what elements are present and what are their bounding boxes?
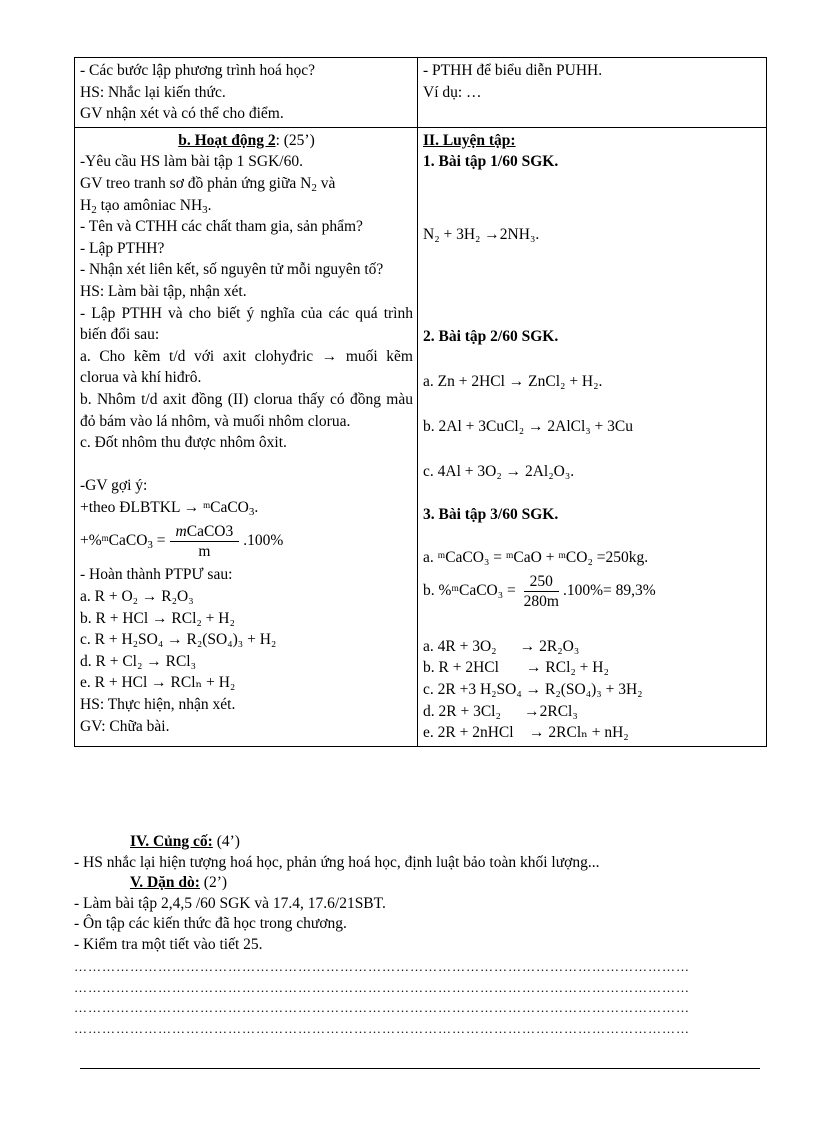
equation-line: d. R + Cl₂ → RCl₃ [80,652,197,670]
text-fragment: tạo amôniac NH [96,196,203,214]
text-line: GV treo tranh sơ đồ phản ứng giữa $N_2$ và [80,174,336,194]
spacer [423,173,762,195]
text-line: HS: Làm bài tập, nhận xét. [80,282,247,300]
fraction [170,522,240,561]
activity-heading [80,130,413,152]
equation-line: e. R + HCl → RClₙ + H₂ [80,674,236,692]
exercise-3b [423,568,762,614]
dotted-line: …………………………………………………………………………………………………………………… [74,979,690,995]
dotted-line: …………………………………………………………………………………………………………………… [74,959,690,974]
spacer [423,614,762,636]
equation-line: c. R + H₂SO₄ → R₂(SO₄)₃ + H₂ [80,631,277,649]
spacer [423,303,762,325]
text-line: - Hoàn thành PTPƯ sau: [80,566,233,584]
text-line: +theo ĐLBTKL → $^m$CaCO$_3$. [80,498,259,518]
dotted-line: …………………………………………………………………………………………………………………… [74,1020,690,1036]
activity-title: b. Hoạt động 2 [178,131,276,149]
equation-line: c. 2R +3 H₂SO₄ → R₂(SO₄)₃ + 3H₂ [423,681,643,699]
text-line: Ví dụ: … [423,83,482,101]
text-fragment: CaCO [108,532,148,550]
equation-line: b. R + 2HCl → RCl₂ + H₂ [423,659,609,677]
text-line: b. Nhôm t/d axit đồng (II) clorua thấy có đồng màu đỏ bám vào lá nhôm, và muối nhôm clorua. [80,390,413,430]
activity-cell [75,127,418,746]
fraction-denominator: 280m [523,593,559,611]
equation-line: a. 4R + 3O₂ → 2R₂O₃ [423,637,580,655]
text-fragment: CaCO [210,498,249,516]
consolidation-text: - HS nhắc lại hiện tượng hoá học, phản ứng hoá học, định luật bảo toàn khối lượng... [74,853,600,871]
text-fragment: H [80,196,92,214]
text-line: a. Cho kẽm t/d với axit clohyđric → muối kẽm clorua và khí hiđrô. [80,347,413,387]
text-fragment: b. %ᵐCaCO₃ = [423,582,520,600]
practice-title: II. Luyện tập: [423,131,516,149]
text-line: - PTHH để biểu diễn PUHH. [423,62,603,79]
fraction [524,572,559,611]
homework-item: - Ôn tập các kiến thức đã học trong chương. [74,915,347,932]
equation-line: a. R + O₂ → R₂O₃ [80,588,194,606]
table-row-activity [75,127,767,746]
text-line: $H_2$ tạo amôniac $NH_3$. [80,196,212,216]
text-fragment: .100% [243,532,284,550]
homework-heading [74,873,766,894]
homework-time: (2’) [199,874,228,891]
consolidation-heading [74,832,766,853]
review-left-cell [75,58,418,128]
equation-line: d. 2R + 3Cl₂ →2RCl₃ [423,702,578,720]
closing-section [74,832,766,1037]
review-right-cell [418,58,767,128]
spacer [423,348,762,370]
exercise-1-equation: N₂ + 3H₂ →2NH₃. [423,226,540,244]
text-line: - Tên và CTHH các chất tham gia, sản phẩm? [80,218,363,236]
fraction-denominator: m [198,543,211,561]
exercise-3a: a. ᵐCaCO₃ = ᵐCaO + ᵐCO₂ =250kg. [423,548,649,566]
exercise-3-title: 3. Bài tập 3/60 SGK. [423,506,559,524]
text-line: -GV gợi ý: [80,477,148,495]
activity-time: : (25’) [275,131,315,149]
text-fragment: GV treo tranh sơ đồ phản ứng giữa N [80,174,312,192]
homework-item: - Kiểm tra một tiết vào tiết 25. [74,935,263,953]
text-fragment: +theo ĐLBTKL → [80,498,204,516]
text-line: - Nhận xét liên kết, số nguyên tử mỗi nguyên tố? [80,261,384,279]
text-line: HS: Thực hiện, nhận xét. [80,696,236,714]
text-fragment: . [207,196,212,214]
dotted-line: …………………………………………………………………………………………………………………… [74,1000,690,1015]
practice-cell [418,127,767,746]
spacer [423,259,762,281]
text-line: HS: Nhắc lại kiến thức. [80,83,226,101]
homework-title: V. Dặn dò: [130,874,200,891]
text-line: -Yêu cầu HS làm bài tập 1 SGK/60. [80,153,303,171]
text-line: - Lập PTHH và cho biết ý nghĩa của các quá trình biến đổi sau: [80,304,413,344]
text-fragment: CaCO3 [186,523,234,541]
consolidation-time: (4’) [212,833,240,850]
text-fragment: .100%= 89,3% [562,582,656,600]
fraction-numerator: mCaCO3 [170,522,240,542]
spacer [80,454,413,476]
exercise-2-title: 2. Bài tập 2/60 SGK. [423,328,559,346]
text-line: GV: Chữa bài. [80,717,170,735]
consolidation-title: IV. Củng cố: [130,833,213,850]
percent-formula: +%$^m$CaCO$_3$ = $\frac{\text{mCaCO3}}{m}$ .100% [80,523,284,561]
bottom-rule [80,1068,760,1069]
equation-line: b. R + HCl → RCl₂ + H₂ [80,609,235,627]
fraction-numerator: 250 [524,572,559,592]
lesson-table [74,57,767,747]
text-line: c. Đốt nhôm thu được nhôm ôxit. [80,434,287,452]
text-line: GV nhận xét và có thể cho điểm. [80,105,284,123]
exercise-2b: b. 2Al + 3CuCl₂ → 2AlCl₃ + 3Cu [423,417,634,435]
exercise-1-title: 1. Bài tập 1/60 SGK. [423,153,559,171]
homework-item: - Làm bài tập 2,4,5 /60 SGK và 17.4, 17.6/21SBT. [74,894,386,912]
text-line: - Các bước lập phương trình hoá học? [80,62,316,79]
spacer [423,195,762,217]
exercise-2c: c. 4Al + 3O₂ → 2Al₂O₃. [423,462,575,480]
text-fragment: và [316,174,336,192]
spacer [423,281,762,303]
equation-line: e. 2R + 2nHCl → 2RClₙ + nH₂ [423,724,629,742]
text-line: - Lập PTHH? [80,239,165,257]
exercise-2a: a. Zn + 2HCl → ZnCl₂ + H₂. [423,373,603,391]
table-row-review [75,58,767,128]
text-fragment: +% [80,532,102,550]
